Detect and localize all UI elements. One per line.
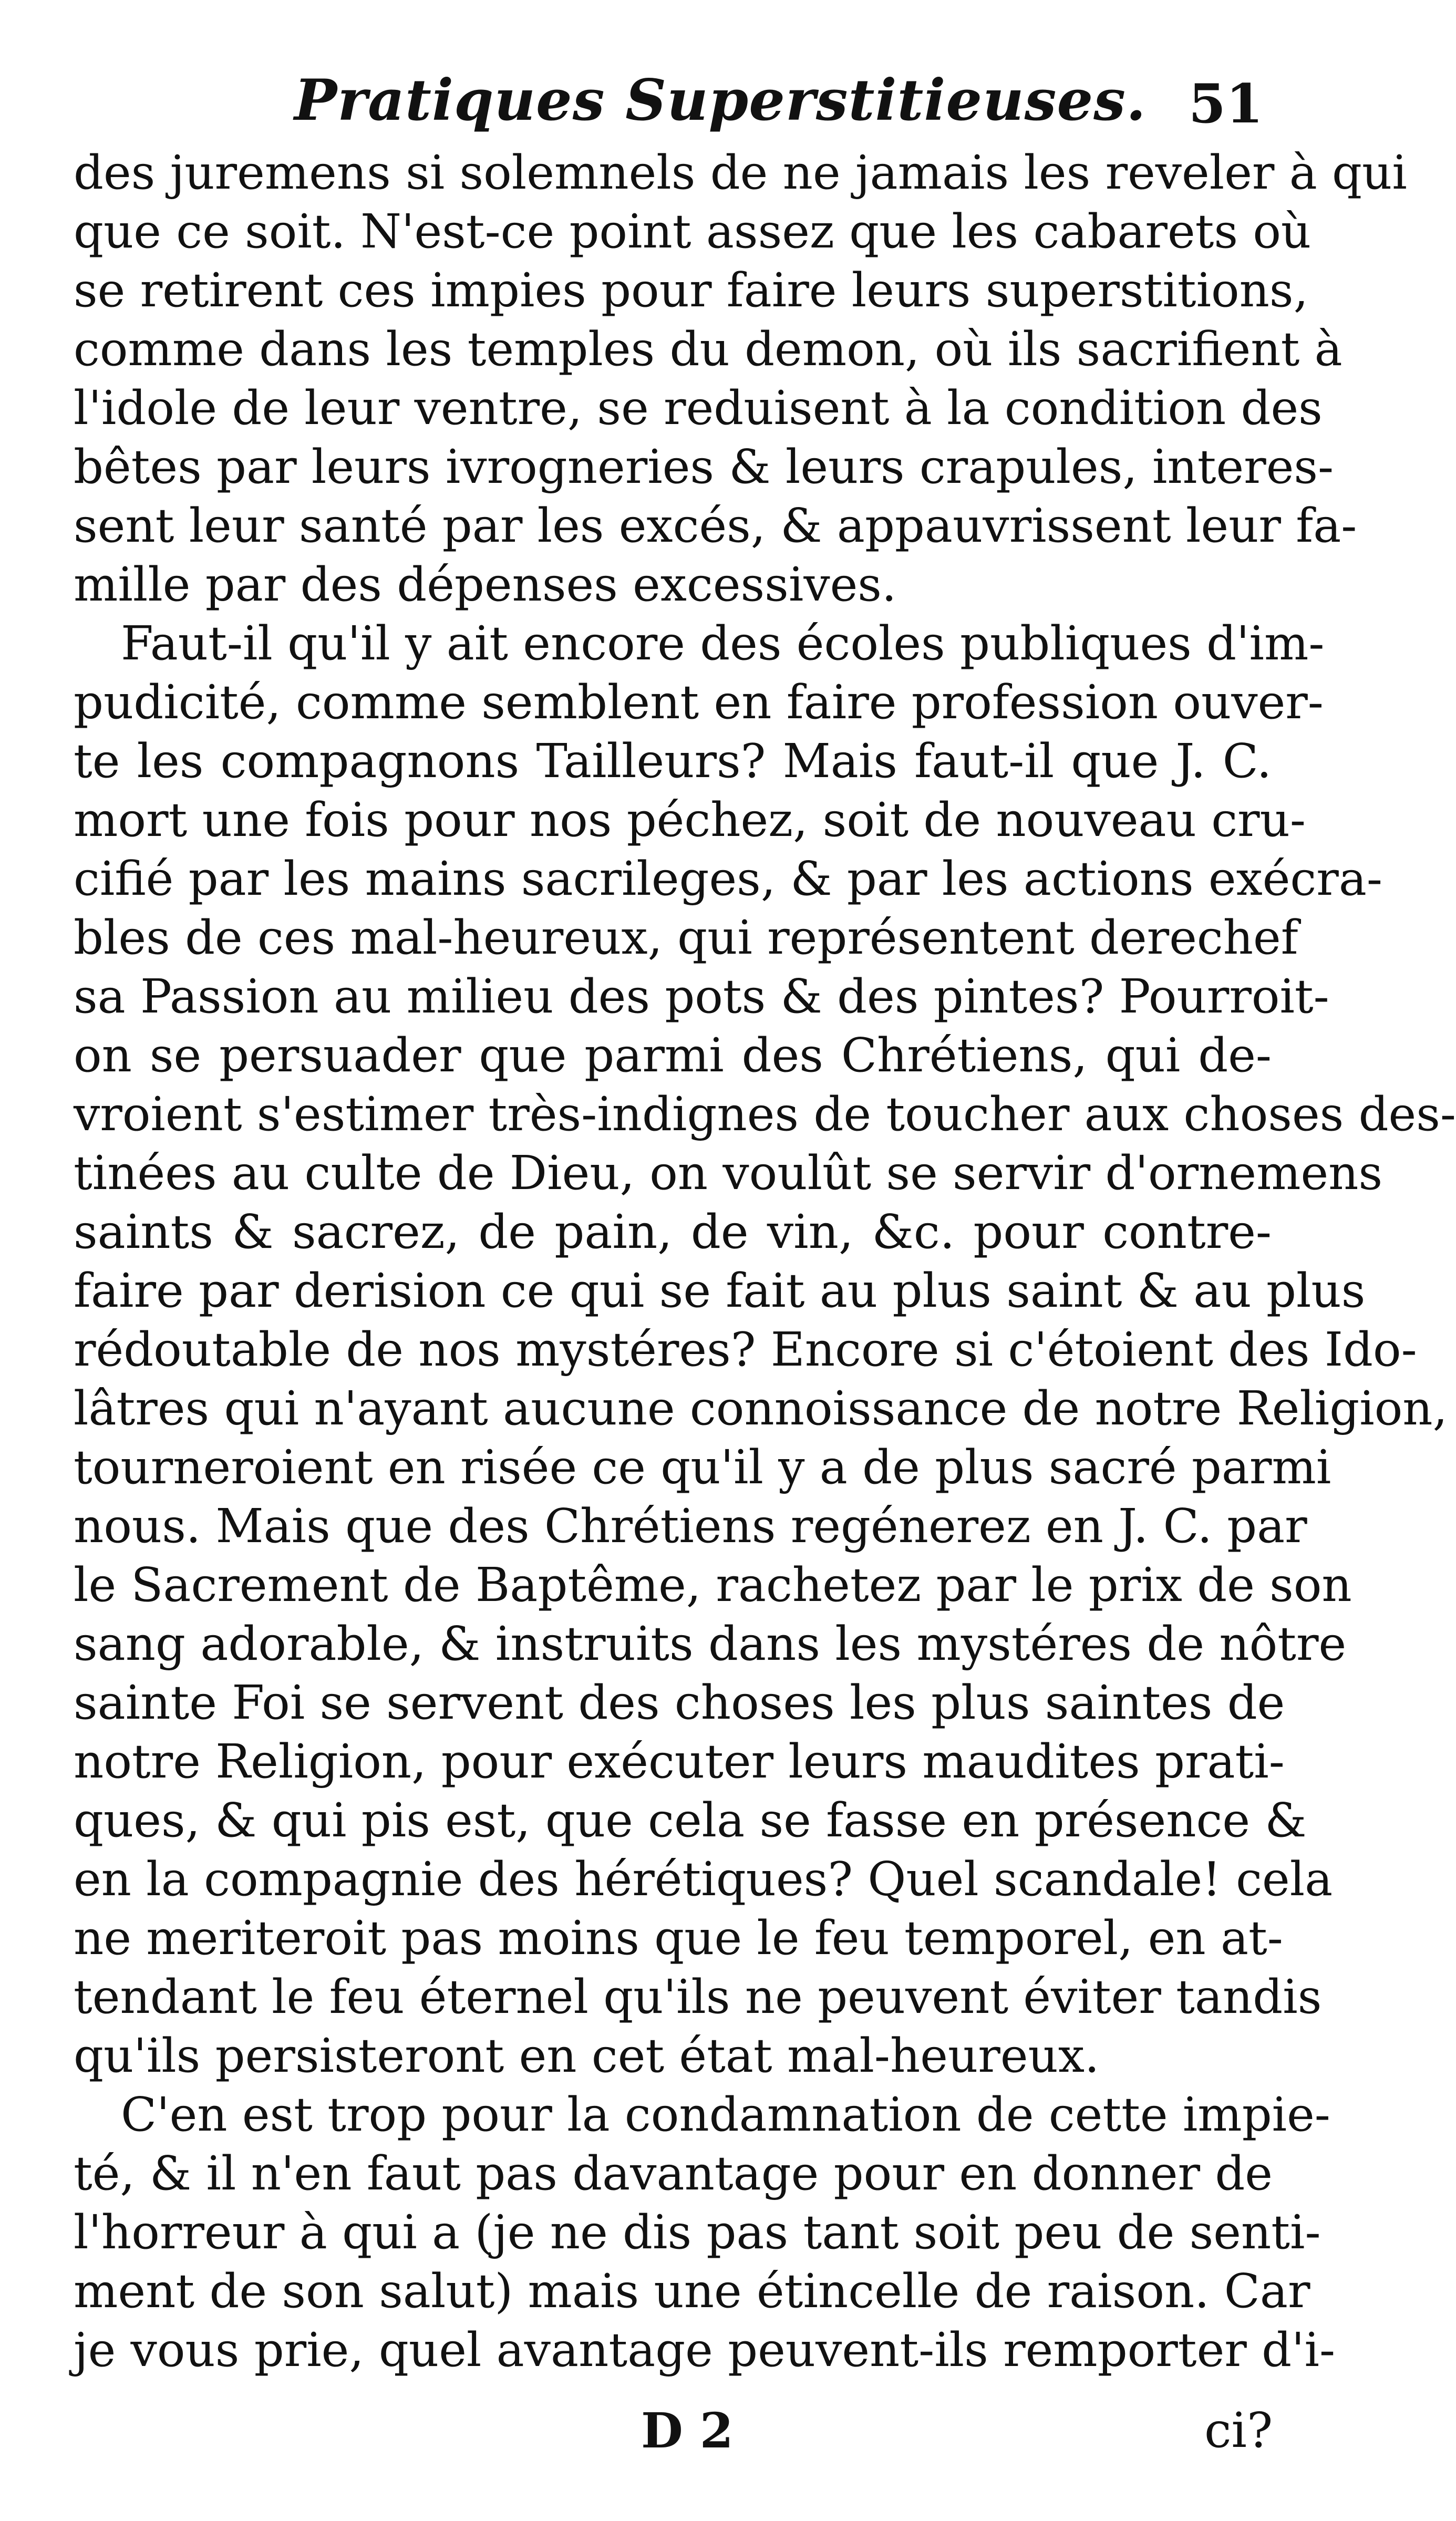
catchword: ci? <box>1204 2402 1273 2458</box>
text-line: mort une fois pour nos péchez, soit de nouveau cru- <box>74 792 1306 847</box>
text-line: l'horreur à qui a (je ne dis pas tant soit peu de senti- <box>74 2205 1321 2259</box>
text-line: sa Passion au milieu des pots & des pintes? Pourroit- <box>74 969 1329 1024</box>
text-line: té, & il n'en faut pas davantage pour en donner de <box>74 2146 1273 2200</box>
text-line: que ce soit. N'est-ce point assez que les cabarets où <box>74 204 1312 259</box>
text-line: saints & sacrez, de pain, de vin, &c. pour contre- <box>74 1204 1272 1259</box>
body-text <box>74 143 1456 2379</box>
text-line: te les compagnons Tailleurs? Mais faut-il que J. C. <box>74 733 1272 788</box>
text-line: cifié par les mains sacrileges, & par les actions exécra- <box>74 851 1382 906</box>
text-line: ne meriteroit pas moins que le feu temporel, en at- <box>74 1910 1283 1965</box>
text-line: je vous prie, quel avantage peuvent-ils remporter d'i- <box>74 2322 1336 2377</box>
text-line: sent leur santé par les excés, & appauvrissent leur fa- <box>74 498 1357 553</box>
text-line: le Sacrement de Baptême, rachetez par le prix de son <box>74 1557 1352 1612</box>
text-line: sang adorable, & instruits dans les mystéres de nôtre <box>74 1616 1347 1671</box>
text-line: pudicité, comme semblent en faire profession ouver- <box>74 675 1324 729</box>
text-line: en la compagnie des hérétiques? Quel scandale! cela <box>74 1852 1333 1906</box>
text-line: ment de son salut) mais une étincelle de raison. Car <box>74 2264 1310 2318</box>
text-line: sainte Foi se servent des choses les plus saintes de <box>74 1675 1285 1730</box>
text-line: tinées au culte de Dieu, on voulût se servir d'ornemens <box>74 1145 1383 1200</box>
text-line: l'idole de leur ventre, se reduisent à la condition des <box>74 380 1323 435</box>
signature-mark: D 2 <box>641 2402 734 2459</box>
text-line: comme dans les temples du demon, où ils sacrifient à <box>74 322 1343 376</box>
text-line: rédoutable de nos mystéres? Encore si c'étoient des Ido- <box>74 1322 1417 1377</box>
text-line: qu'ils persisteront en cet état mal-heureux. <box>74 2028 1100 2083</box>
running-title: Pratiques Superstitieuses. <box>294 67 1147 133</box>
text-line: vroient s'estimer très-indignes de toucher aux choses des- <box>74 1087 1456 1141</box>
text-line: bêtes par leurs ivrogneries & leurs crapules, interes- <box>74 439 1334 494</box>
text-line: tourneroient en risée ce qu'il y a de plus sacré parmi <box>74 1440 1331 1494</box>
text-line: nous. Mais que des Chrétiens regénerez en J. C. par <box>74 1499 1307 1553</box>
text-line: C'en est trop pour la condamnation de cette impie- <box>121 2087 1330 2142</box>
text-line: des juremens si solemnels de ne jamais les reveler à qui <box>74 145 1407 200</box>
text-line: faire par derision ce qui se fait au plus saint & au plus <box>74 1263 1366 1318</box>
text-line: on se persuader que parmi des Chrétiens, qui de- <box>74 1028 1272 1082</box>
text-line: tendant le feu éternel qu'ils ne peuvent éviter tandis <box>74 1969 1322 2024</box>
text-line: ques, & qui pis est, que cela se fasse en présence & <box>74 1793 1307 1847</box>
text-line: notre Religion, pour exécuter leurs maudites prati- <box>74 1734 1285 1789</box>
text-line: se retirent ces impies pour faire leurs superstitions, <box>74 263 1308 317</box>
page-number: 51 <box>1189 73 1263 136</box>
text-line: bles de ces mal-heureux, qui représentent derechef <box>74 910 1298 965</box>
text-line: mille par des dépenses excessives. <box>74 557 897 612</box>
text-line: lâtres qui n'ayant aucune connoissance de notre Religion, <box>74 1381 1448 1435</box>
text-line: Faut-il qu'il y ait encore des écoles publiques d'im- <box>121 616 1325 670</box>
